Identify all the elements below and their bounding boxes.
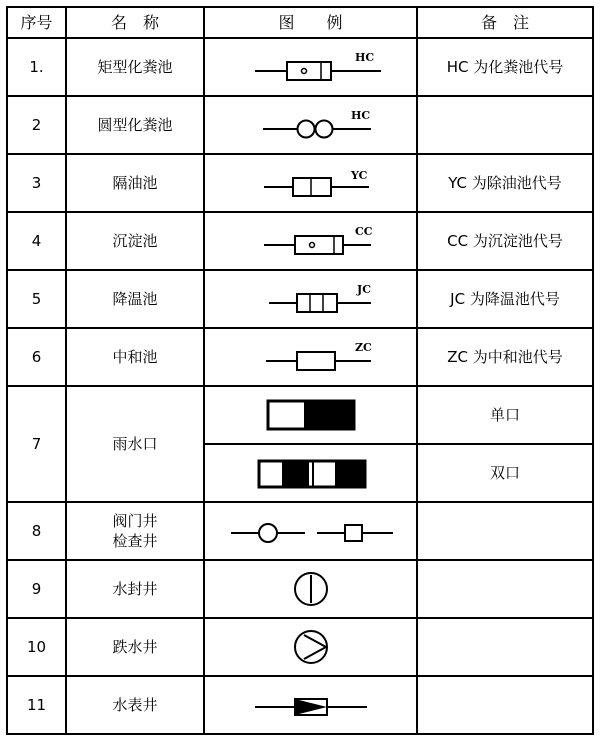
row-number: 9 xyxy=(7,560,66,618)
table-row xyxy=(7,154,593,212)
item-name: 降温池 xyxy=(66,270,204,328)
neutralization-tank-symbol xyxy=(231,337,391,377)
tank-code-label: YC xyxy=(350,169,367,182)
row-number: 8 xyxy=(7,502,66,560)
double-rain-inlet-symbol xyxy=(231,453,391,493)
tank-code-label: HC xyxy=(350,109,370,122)
row-number: 1. xyxy=(7,38,66,96)
double-inlet-remark: 双口 xyxy=(417,444,593,502)
table-row xyxy=(7,212,593,270)
table-row xyxy=(7,328,593,386)
item-name: 水封井 xyxy=(66,560,204,618)
row-number: 3 xyxy=(7,154,66,212)
tank-code-label: CC xyxy=(354,225,373,238)
item-remark: HC 为化粪池代号 xyxy=(417,38,593,96)
item-name xyxy=(66,502,204,560)
sedimentation-tank-symbol xyxy=(231,221,391,261)
item-name: 隔油池 xyxy=(66,154,204,212)
item-name: 跌水井 xyxy=(66,618,204,676)
single-inlet-remark: 单口 xyxy=(417,386,593,444)
item-name: 雨水口 xyxy=(66,386,204,502)
table-row xyxy=(7,560,593,618)
item-name: 沉淀池 xyxy=(66,212,204,270)
tank-code-label: ZC xyxy=(354,341,372,354)
table-row xyxy=(7,502,593,560)
valve-inspection-well-symbol xyxy=(221,511,401,551)
drop-well-symbol xyxy=(231,625,391,669)
header-row xyxy=(7,7,593,38)
item-remark: JC 为降温池代号 xyxy=(417,270,593,328)
item-remark: ZC 为中和池代号 xyxy=(417,328,593,386)
header-remark: 备 注 xyxy=(417,7,593,38)
header-no: 序号 xyxy=(7,7,66,38)
row-number: 7 xyxy=(7,386,66,502)
row-number: 6 xyxy=(7,328,66,386)
header-symbol: 图 例 xyxy=(204,7,417,38)
round-septic-tank-symbol xyxy=(231,105,391,145)
cooling-tank-symbol xyxy=(231,279,391,319)
row-number: 5 xyxy=(7,270,66,328)
tank-code-label: HC xyxy=(354,51,374,64)
table-row xyxy=(7,676,593,734)
item-name-line1: 阀门井 xyxy=(112,512,158,530)
table-row xyxy=(7,386,593,444)
item-remark: CC 为沉淀池代号 xyxy=(417,212,593,270)
item-name: 圆型化粪池 xyxy=(66,96,204,154)
row-number: 4 xyxy=(7,212,66,270)
header-name: 名 称 xyxy=(66,7,204,38)
single-rain-inlet-symbol xyxy=(231,395,391,435)
grease-trap-symbol xyxy=(231,163,391,203)
water-meter-well-symbol xyxy=(231,685,391,725)
item-name: 水表井 xyxy=(66,676,204,734)
table-row xyxy=(7,618,593,676)
row-number: 11 xyxy=(7,676,66,734)
table-row xyxy=(7,96,593,154)
symbol-legend-table xyxy=(6,6,594,735)
row-number: 10 xyxy=(7,618,66,676)
item-name: 中和池 xyxy=(66,328,204,386)
tank-code-label: JC xyxy=(356,283,371,296)
table-row xyxy=(7,270,593,328)
item-name: 矩型化粪池 xyxy=(66,38,204,96)
item-remark xyxy=(417,96,593,154)
rect-septic-tank-symbol xyxy=(231,47,391,87)
water-seal-well-symbol xyxy=(231,567,391,611)
item-name-line2: 检查井 xyxy=(112,532,158,550)
item-remark: YC 为除油池代号 xyxy=(417,154,593,212)
row-number: 2 xyxy=(7,96,66,154)
table-row xyxy=(7,38,593,96)
